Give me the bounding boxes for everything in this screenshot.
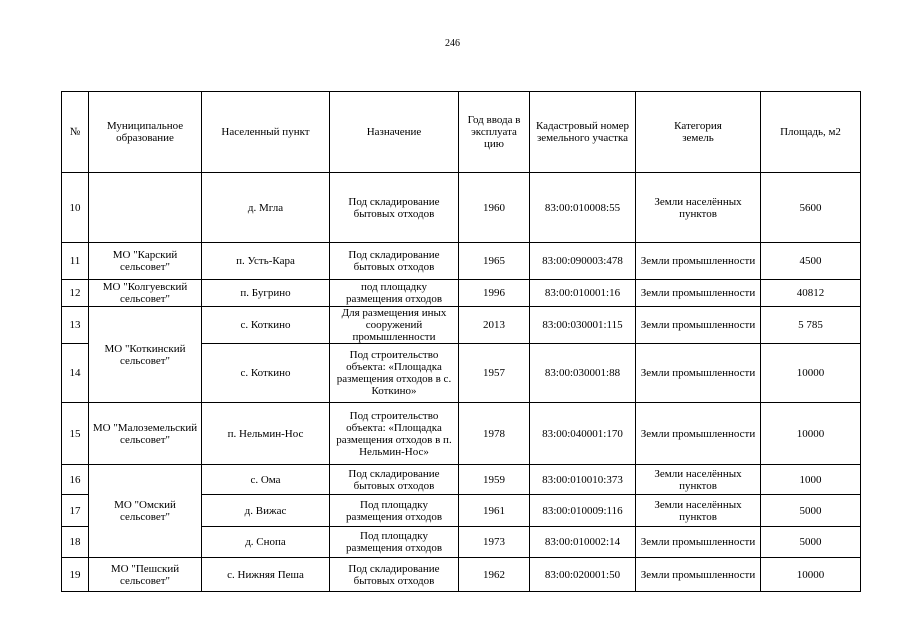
row-purpose: Под складирование бытовых отходов bbox=[330, 465, 459, 495]
row-cadastral: 83:00:020001:50 bbox=[530, 558, 636, 592]
row-settlement: п. Усть-Кара bbox=[202, 243, 330, 280]
row-municipality: МО "Малоземельский сельсовет" bbox=[89, 403, 202, 465]
row-cadastral: 83:00:010009:116 bbox=[530, 495, 636, 527]
row-year: 2013 bbox=[459, 307, 530, 344]
row-settlement: д. Мгла bbox=[202, 173, 330, 243]
row-area: 10000 bbox=[761, 558, 861, 592]
row-cadastral: 83:00:040001:170 bbox=[530, 403, 636, 465]
table-row bbox=[62, 280, 861, 307]
header-area: Площадь, м2 bbox=[761, 92, 861, 173]
row-purpose: Для размещения иных сооружений промышленности bbox=[330, 307, 459, 344]
table-header-row bbox=[62, 92, 861, 173]
table-row bbox=[62, 243, 861, 280]
row-category: Земли промышленности bbox=[636, 307, 761, 344]
table-row bbox=[62, 558, 861, 592]
row-purpose: Под складирование бытовых отходов bbox=[330, 558, 459, 592]
row-num: 12 bbox=[62, 280, 89, 307]
row-area: 5000 bbox=[761, 527, 861, 558]
row-settlement: п. Нельмин-Нос bbox=[202, 403, 330, 465]
row-settlement: с. Ома bbox=[202, 465, 330, 495]
row-num: 15 bbox=[62, 403, 89, 465]
row-area: 10000 bbox=[761, 344, 861, 403]
row-category: Земли промышленности bbox=[636, 558, 761, 592]
row-municipality: МО "Колгуевский сельсовет" bbox=[89, 280, 202, 307]
row-municipality: МО "Коткинский сельсовет" bbox=[89, 307, 202, 403]
row-category: Земли промышленности bbox=[636, 403, 761, 465]
row-settlement: с. Коткино bbox=[202, 344, 330, 403]
row-settlement: п. Бугрино bbox=[202, 280, 330, 307]
row-purpose: Под площадку размещения отходов bbox=[330, 527, 459, 558]
row-municipality: МО "Пешский сельсовет" bbox=[89, 558, 202, 592]
row-category: Земли населённых пунктов bbox=[636, 173, 761, 243]
row-purpose: Под площадку размещения отходов bbox=[330, 495, 459, 527]
table-row bbox=[62, 465, 861, 495]
row-category: Земли населённых пунктов bbox=[636, 465, 761, 495]
row-settlement: с. Коткино bbox=[202, 307, 330, 344]
header-municipality: Муниципальное образование bbox=[89, 92, 202, 173]
row-year: 1960 bbox=[459, 173, 530, 243]
row-category: Земли промышленности bbox=[636, 243, 761, 280]
row-num: 13 bbox=[62, 307, 89, 344]
row-cadastral: 83:00:010010:373 bbox=[530, 465, 636, 495]
row-category: Земли населённых пунктов bbox=[636, 495, 761, 527]
row-num: 14 bbox=[62, 344, 89, 403]
row-num: 10 bbox=[62, 173, 89, 243]
row-settlement: с. Нижняя Пеша bbox=[202, 558, 330, 592]
row-year: 1957 bbox=[459, 344, 530, 403]
header-settlement: Населенный пункт bbox=[202, 92, 330, 173]
table-row bbox=[62, 307, 861, 344]
row-purpose: под площадку размещения отходов bbox=[330, 280, 459, 307]
row-category: Земли промышленности bbox=[636, 527, 761, 558]
row-year: 1961 bbox=[459, 495, 530, 527]
table-row bbox=[62, 173, 861, 243]
row-municipality: МО "Омский сельсовет" bbox=[89, 465, 202, 558]
row-num: 16 bbox=[62, 465, 89, 495]
land-plots-table bbox=[61, 91, 861, 592]
row-cadastral: 83:00:010008:55 bbox=[530, 173, 636, 243]
row-settlement: д. Снопа bbox=[202, 527, 330, 558]
row-area: 10000 bbox=[761, 403, 861, 465]
row-area: 1000 bbox=[761, 465, 861, 495]
header-category: Категория земель bbox=[636, 92, 761, 173]
row-area: 5000 bbox=[761, 495, 861, 527]
row-year: 1962 bbox=[459, 558, 530, 592]
row-purpose: Под складирование бытовых отходов bbox=[330, 173, 459, 243]
page-number: 246 bbox=[445, 38, 460, 49]
row-year: 1973 bbox=[459, 527, 530, 558]
row-cadastral: 83:00:010001:16 bbox=[530, 280, 636, 307]
header-cadastral: Кадастровый номер земельного участка bbox=[530, 92, 636, 173]
row-cadastral: 83:00:030001:88 bbox=[530, 344, 636, 403]
row-purpose: Под строительство объекта: «Площадка размещения отходов в п. Нельмин-Нос» bbox=[330, 403, 459, 465]
row-purpose: Под строительство объекта: «Площадка размещения отходов в с. Коткино» bbox=[330, 344, 459, 403]
table-row bbox=[62, 403, 861, 465]
row-cadastral: 83:00:010002:14 bbox=[530, 527, 636, 558]
row-purpose: Под складирование бытовых отходов bbox=[330, 243, 459, 280]
row-year: 1959 bbox=[459, 465, 530, 495]
row-year: 1978 bbox=[459, 403, 530, 465]
row-num: 19 bbox=[62, 558, 89, 592]
row-municipality: МО "Карский сельсовет" bbox=[89, 243, 202, 280]
row-municipality-empty bbox=[89, 173, 202, 243]
row-area: 40812 bbox=[761, 280, 861, 307]
row-cadastral: 83:00:030001:115 bbox=[530, 307, 636, 344]
header-year: Год ввода в эксплуата цию bbox=[459, 92, 530, 173]
row-year: 1965 bbox=[459, 243, 530, 280]
row-category: Земли промышленности bbox=[636, 280, 761, 307]
row-area: 4500 bbox=[761, 243, 861, 280]
row-area: 5600 bbox=[761, 173, 861, 243]
row-num: 18 bbox=[62, 527, 89, 558]
header-purpose: Назначение bbox=[330, 92, 459, 173]
header-num: № bbox=[62, 92, 89, 173]
row-year: 1996 bbox=[459, 280, 530, 307]
row-num: 17 bbox=[62, 495, 89, 527]
row-area: 5 785 bbox=[761, 307, 861, 344]
row-category: Земли промышленности bbox=[636, 344, 761, 403]
row-settlement: д. Вижас bbox=[202, 495, 330, 527]
row-num: 11 bbox=[62, 243, 89, 280]
row-cadastral: 83:00:090003:478 bbox=[530, 243, 636, 280]
